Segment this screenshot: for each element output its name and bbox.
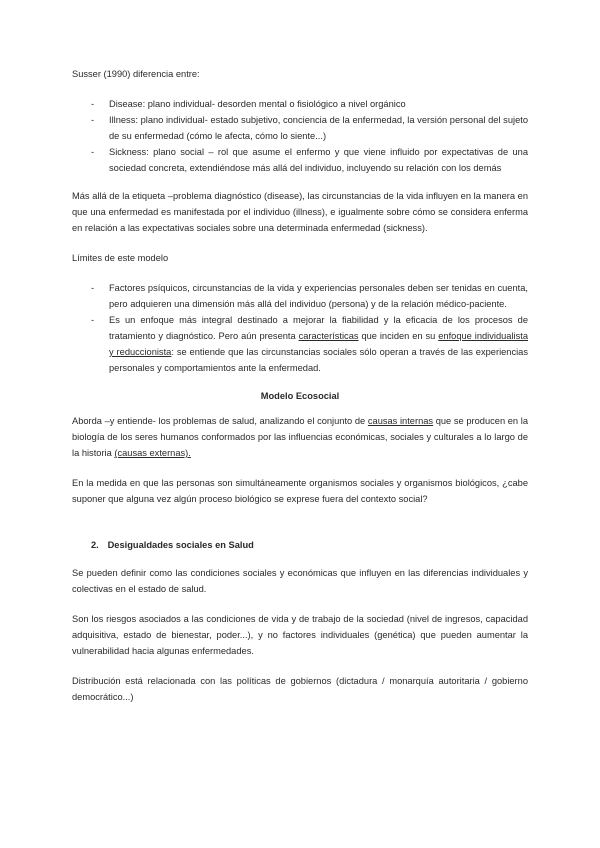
paragraph-text: que se producen en la biología de los seres humanos conformados por las influencias económicas, sociales y culturales a lo largo de la historia [72,416,528,458]
underlined-term: (causas externas). [114,448,191,458]
limit-item-text: : se entiende que las circunstancias sociales sólo operan a través de las experiencias personales y comportamientos ante la enfermedad. [109,347,529,373]
definition-sickness: - Sickness: plano social – rol que asume el enfermo y que viene influido por expectativas de una sociedad concreta, extendiéndose más allá del individuo, incluyendo su relación con los demás [72,144,528,176]
limits-list [72,280,528,376]
definition-illness: - Illness: plano individual- estado subjetivo, conciencia de la enfermedad, la versión personal del sujeto de su enfermedad (cómo le afecta, cómo lo siente...) [72,112,528,144]
section-title: Desigualdades sociales en Salud [107,540,254,550]
definitions-list [72,96,528,176]
underlined-term: características [298,331,359,341]
section-2-paragraph-1: Se pueden definir como las condiciones sociales y económicas que influyen en las diferencias individuales y colectivas en el estado de salud. [72,568,528,594]
section-2-paragraph-3: Distribución está relacionada con las políticas de gobiernos (dictadura / monarquía autoritaria / gobierno democrático...) [72,676,528,702]
underlined-term: enfoque individualista y reduccionista [109,331,528,357]
limits-title: Límites de este modelo [72,253,169,263]
underlined-term: causas internas [367,416,434,426]
ecosocial-heading: Modelo Ecosocial [260,391,340,401]
section-number: 2. [91,540,99,550]
limit-item-integral [72,312,528,376]
definition-disease: - Disease: plano individual- desorden mental o fisiológico a nivel orgánico [72,96,528,112]
section-2-heading [72,537,528,553]
document-page [72,66,528,719]
paragraph-text: Aborda –y entiende- los problemas de salud, analizando el conjunto de [72,416,368,426]
limit-item-text: que inciden en su [358,331,439,341]
section-2-paragraph-2: Son los riesgos asociados a las condiciones de vida y de trabajo de la sociedad (nivel de ingresos, capacidad adquisitiva, estado de bienestar, poder...), y no factores individuales (genética) que pueden aumentar la vulnerabilidad hacia algunas enfermedades. [72,614,528,656]
ecosocial-paragraph-2: En la medida en que las personas son simultáneamente organismos sociales y organismos biológicos, ¿cabe suponer que alguna vez algún proceso biológico se exprese fuera del contexto social? [72,478,528,504]
limit-item-psychic: - Factores psíquicos, circunstancias de la vida y experiencias personales deben ser tenidas en cuenta, pero adquieren una dimensión más allá del individuo (persona) y de la relación médico-paciente. [72,280,528,312]
intro-text: Susser (1990) diferencia entre: [72,69,200,79]
limit-item-text: Es un enfoque más integral destinado a mejorar la fiabilidad y la eficacia de los procesos de tratamiento y diagnóstico. Pero aún presenta [109,315,528,341]
paragraph-beyond-label: Más allá de la etiqueta –problema diagnóstico (disease), las circunstancias de la vida influyen en la manera en que una enfermedad es manifestada por el individuo (illness), e igualmente sobre cómo se considera enferma en relación a las expectativas sociales sobre una determinada enfermedad (sickness). [72,191,528,233]
ecosocial-paragraph-1 [72,413,528,461]
